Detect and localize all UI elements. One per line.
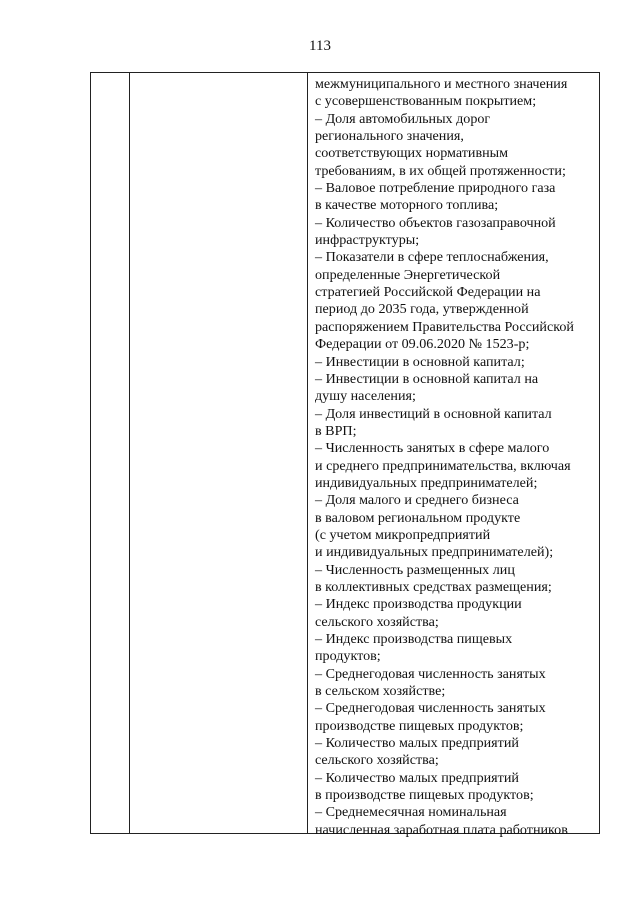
page-number: 113	[309, 38, 331, 54]
cell-line: сельского хозяйства;	[315, 752, 439, 769]
cell-line: Федерации от 09.06.2020 № 1523-р;	[315, 336, 530, 353]
cell-line: – Доля малого и среднего бизнеса	[315, 492, 519, 509]
cell-line: соответствующих нормативным	[315, 145, 509, 162]
cell-line: в коллективных средствах размещения;	[315, 578, 552, 595]
cell-line: – Индекс производства продукции	[315, 596, 522, 613]
cell-line: – Численность занятых в сфере малого	[315, 440, 550, 457]
cell-line: – Количество малых предприятий	[315, 735, 519, 752]
cell-line: – Среднегодовая численность занятых	[315, 665, 546, 682]
cell-line: – Численность размещенных лиц	[315, 561, 515, 578]
cell-line: регионального значения,	[315, 128, 464, 145]
cell-line: – Количество малых предприятий	[315, 769, 519, 786]
cell-line: – Количество объектов газозаправочной	[315, 214, 556, 231]
cell-line: начисленная заработная плата работников	[315, 821, 568, 838]
cell-line: требованиям, в их общей протяженности;	[315, 162, 566, 179]
cell-line: – Доля инвестиций в основной капитал	[315, 405, 552, 422]
indicators-cell	[315, 76, 599, 839]
cell-line: продуктов;	[315, 648, 381, 665]
cell-line: с усовершенствованным покрытием;	[315, 93, 537, 110]
cell-line: в валовом региональном продукте	[315, 509, 521, 526]
cell-line: – Показатели в сфере теплоснабжения,	[315, 249, 549, 266]
cell-line: стратегией Российской Федерации на	[315, 284, 541, 301]
cell-line: – Инвестиции в основной капитал на	[315, 370, 539, 387]
cell-line: – Среднемесячная номинальная	[315, 804, 507, 821]
cell-line: период до 2035 года, утвержденной	[315, 301, 529, 318]
column-divider-2	[307, 73, 308, 833]
cell-line: распоряжением Правительства Российской	[315, 318, 574, 335]
cell-line: – Доля автомобильных дорог	[315, 110, 491, 127]
cell-line: в производстве пищевых продуктов;	[315, 787, 534, 804]
cell-line: и индивидуальных предпринимателей);	[315, 544, 554, 561]
indicators-table	[90, 72, 600, 838]
cell-line: и среднего предпринимательства, включая	[315, 457, 571, 474]
cell-line: сельского хозяйства;	[315, 613, 439, 630]
cell-line: межмуниципального и местного значения	[315, 76, 568, 92]
cell-line: – Индекс производства пищевых	[315, 631, 513, 647]
cell-line: в сельском хозяйстве;	[315, 683, 446, 700]
cell-line: в качестве моторного топлива;	[315, 197, 499, 214]
cell-line: инфраструктуры;	[315, 232, 420, 249]
cell-line: – Валовое потребление природного газа	[315, 180, 556, 197]
cell-line: производстве пищевых продуктов;	[315, 717, 524, 734]
cell-line: в ВРП;	[315, 422, 357, 439]
cell-line: душу населения;	[315, 388, 416, 405]
cell-line: определенные Энергетической	[315, 266, 501, 283]
column-divider-1	[129, 73, 130, 833]
cell-line: – Инвестиции в основной капитал;	[315, 353, 525, 370]
cell-line: (с учетом микропредприятий	[315, 526, 491, 543]
cell-line: – Среднегодовая численность занятых	[315, 700, 546, 717]
cell-line: индивидуальных предпринимателей;	[315, 474, 538, 491]
